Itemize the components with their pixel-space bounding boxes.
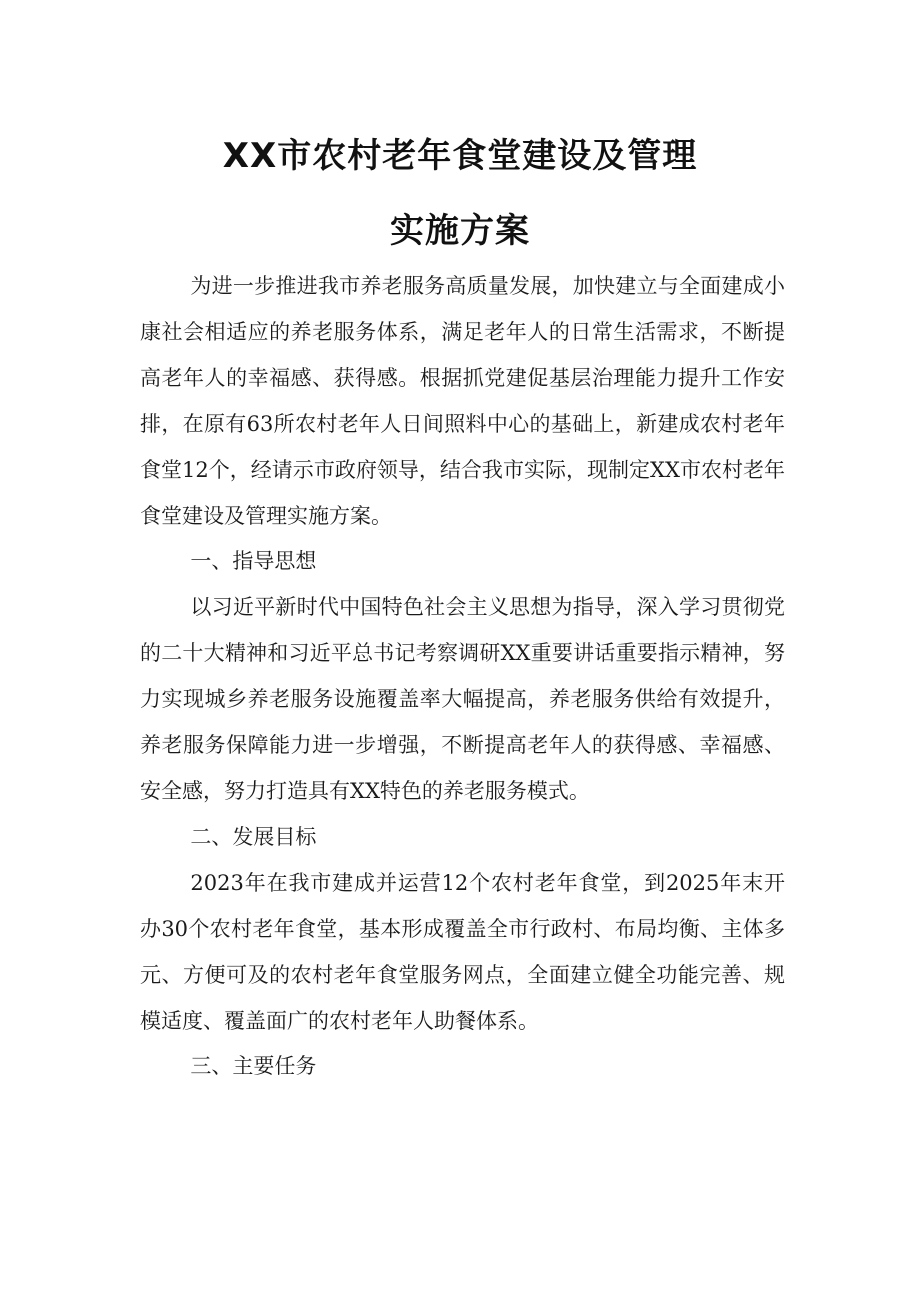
section-heading-guiding-ideology: 一、指导思想 [190,549,317,574]
document-body [140,264,785,1090]
guiding-ideology-paragraph: 以习近平新时代中国特色社会主义思想为指导，深入学习贯彻党的二十大精神和习近平总书记考察调研XX重要讲话重要指示精神，努力实现城乡养老服务设施覆盖率大幅提高，养老服务供给有效提升，养老服务保障能力进一步增强，不断提高老年人的获得感、幸福感、安全感，努力打造具有XX特色的养老服务模式。 [140,595,785,803]
document-title-line-2: 实施方案 [390,211,530,251]
development-goals-paragraph: 2023年在我市建成并运营12个农村老年食堂，到2025年末开办30个农村老年食堂，基本形成覆盖全市行政村、布局均衡、主体多元、方便可及的农村老年食堂服务网点，全面建立健全功能完善、规模适度、覆盖面广的农村老年人助餐体系。 [140,870,785,1033]
document-title-line-1: XX市农村老年食堂建设及管理 [222,136,698,176]
section-heading-development-goals: 二、发展目标 [190,824,317,849]
intro-paragraph: 为进一步推进我市养老服务高质量发展，加快建立与全面建成小康社会相适应的养老服务体系，满足老年人的日常生活需求，不断提高老年人的幸福感、获得感。根据抓党建促基层治理能力提升工作安排，在原有63所农村老年人日间照料中心的基础上，新建成农村老年食堂12个，经请示市政府领导，结合我市实际，现制定XX市农村老年食堂建设及管理实施方案。 [140,274,785,528]
section-heading-main-tasks: 三、主要任务 [190,1054,317,1079]
